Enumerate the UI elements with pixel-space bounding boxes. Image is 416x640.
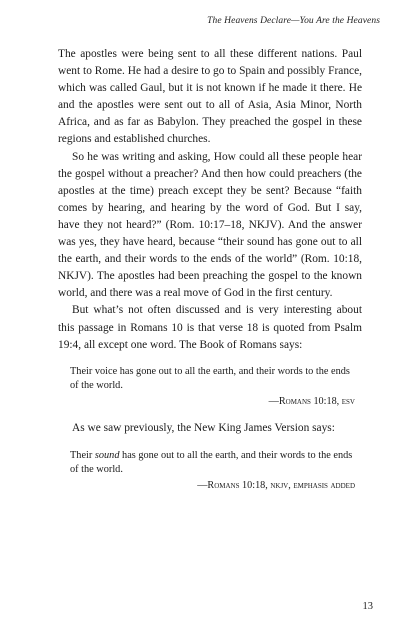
page-body: [58, 46, 362, 493]
paragraph-2: [58, 149, 362, 303]
running-head: The Heavens Declare—You Are the Heavens: [207, 16, 380, 26]
block-quote-esv: [70, 365, 355, 410]
quote-text: [70, 449, 355, 478]
paragraph-2-text-c: ). The apostles had been preaching the gospel to the known world, and there was a real move of God in the first century.: [58, 270, 362, 300]
paragraph-1: The apostles were being sent to all these different nations. Paul went to Rome. He had a desire to go to Spain and possibly France, which was called Gaul, but it is not known if he made it there. He and the apostles were sent out to all of Asia, Asia Minor, North Africa, and as far as Babylon. They preached the gospel in these regions and established churches.: [58, 48, 362, 146]
quote-text-start: Their: [70, 449, 95, 461]
paragraph-3: But what’s not often discussed and is very interesting about this passage in Romans 10 is that verse 18 is quoted from Psalm 19:4, all except one word. The Book of Romans says:: [58, 304, 362, 351]
page-number: 13: [362, 601, 373, 612]
quote-text: Their voice has gone out to all the earth, and their words to the ends of the world.: [70, 365, 350, 392]
version-abbrev: NKJV: [248, 218, 278, 231]
emphasized-word: sound: [94, 449, 120, 461]
paragraph-2-text-a: So he was writing and asking, How could all these people hear the gospel without a preacher? And then how could preachers (the apostles at the time) preach except they be sent? Because “faith comes by hearing, and hearing by the word of God. But I say, have they not heard?” (Rom. 10:17–18,: [58, 150, 362, 231]
paragraph-4: As we saw previously, the New King James Version says:: [72, 422, 335, 435]
quote-text-end: has gone out to all the earth, and their words to the ends of the world.: [70, 449, 353, 476]
version-abbrev: NKJV: [58, 270, 88, 283]
quote-citation: —Romans 10:18, esv: [268, 395, 355, 407]
block-quote-nkjv: [70, 449, 355, 494]
paragraph-2-text-b: ). And the answer was yes, they have heard, because “their sound has gone out to all the earth, and their words to the ends of the world” (Rom. 10:18,: [58, 218, 362, 266]
quote-citation: —Romans 10:18, nkjv, emphasis added: [197, 479, 355, 491]
